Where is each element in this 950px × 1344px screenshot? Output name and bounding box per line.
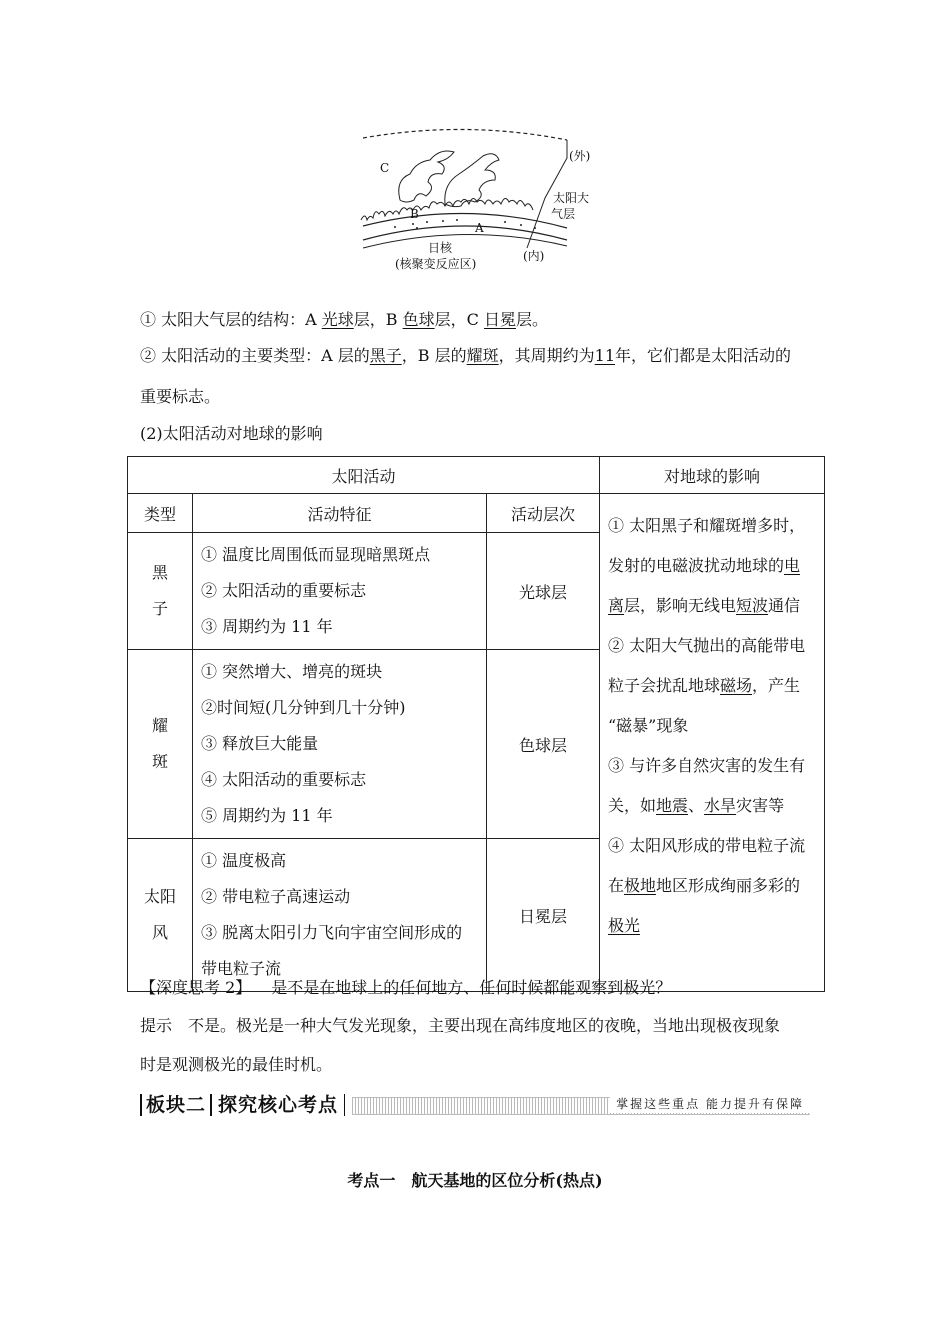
features-sunspot: ① 温度比周围低而显现暗黑斑点 ② 太阳活动的重要标志 ③ 周期约为 11 年 [193,533,487,650]
label-a: A [475,221,484,235]
layer-sunspot: 光球层 [487,533,600,650]
term-earthquake: 地震 [656,796,689,815]
layer-solar-wind: 日冕层 [487,839,600,992]
label-core: 日核 [428,241,453,255]
atmosphere-structure-text: ① 太阳大气层的结构：A 光球层，B 色球层，C 日冕层。 [140,310,548,329]
label-b: B [410,207,419,221]
term-magnetic-field: 磁场 [720,676,753,695]
col-feature: 活动特征 [193,494,487,533]
deep-think-answer-2: 时是观测极光的最佳时机。 [140,1055,333,1074]
activity-types-text-line2: 重要标志。 [140,387,221,406]
term-photosphere: 光球 [321,310,354,329]
header-activity: 太阳活动 [128,457,600,494]
subheading: (2)太阳活动对地球的影响 [140,424,323,443]
type-sunspot: 黑 子 [128,533,193,650]
term-flood-drought: 水旱 [704,796,737,815]
term-sunspot: 黑子 [369,346,402,365]
section-title: 板块二 [146,1094,207,1116]
term-aurora: 极光 [608,916,641,935]
label-inner: (内) [523,249,545,263]
label-outer: (外) [569,149,591,163]
core-arc [363,234,567,248]
deep-think-text: 是不是在地球上的任何地方、任何时候都能观察到极光？ [271,978,672,997]
term-chromosphere: 色球 [402,310,435,329]
type-flare: 耀 斑 [128,650,193,839]
term-corona: 日冕 [483,310,516,329]
solar-activity-table [127,456,825,992]
label-c: C [380,161,390,175]
features-solar-wind: ① 温度极高 ② 带电粒子高速运动 ③ 脱离太阳引力飞向宇宙空间形成的 带电粒子流 [193,839,487,992]
layer-flare: 色球层 [487,650,600,839]
section-banner [140,1091,812,1119]
term-ionosphere-2: 离 [608,596,625,615]
type-solar-wind: 太阳 风 [128,839,193,992]
solar-structure-figure [355,128,605,272]
term-polar: 极地 [624,876,657,895]
header-effect: 对地球的影响 [600,457,825,494]
outer-dashed-arc [363,129,567,140]
term-shortwave: 短波 [736,596,769,615]
photosphere-bottom-arc [363,226,567,240]
term-flare: 耀斑 [466,346,499,365]
col-type: 类型 [128,494,193,533]
term-cycle-years: 11 [594,346,615,365]
topic-heading: 考点一 航天基地的区位分析(热点) [347,1171,603,1190]
section-subtitle: 探究核心考点 [218,1094,339,1116]
prominence-left [399,151,454,202]
col-layer: 活动层次 [487,494,600,533]
deep-think-answer-1: 提示 不是。极光是一种大气发光现象，主要出现在高纬度地区的夜晚，当地出现极夜现象 [140,1016,781,1035]
activity-types-text: ② 太阳活动的主要类型：A 层的黑子，B 层的耀斑，其周期约为11年，它们都是太阳活动的 [140,346,792,365]
label-core-sub: (核聚变反应区) [395,257,477,271]
label-atmosphere-1: 太阳大 [553,191,590,205]
section-tagline: 掌握这些重点 能力提升有保障 [610,1095,810,1113]
term-ionosphere-1: 电 [784,556,801,575]
deep-think-question [140,977,671,999]
features-flare: ① 突然增大、增亮的斑块 ②时间短(几分钟到几十分钟) ③ 释放巨大能量 ④ 太阳活动的重要标志 ⑤ 周期约为 11 年 [193,650,487,839]
label-atmosphere-2: 气层 [551,207,576,221]
deep-think-label: 【深度思考 2】 [140,978,252,997]
effect-on-earth-cell: ① 太阳黑子和耀斑增多时， 发射的电磁波扰动地球的电 离层，影响无线电短波通信 ② 太阳大气抛出的高能带电 粒子会扰乱地球磁场，产生 “磁暴”现象 ③ 与许多自然灾害的发生有 关，如地震、水旱灾害等 ④ 太阳风形成的带电粒子流 在极地地区形成绚丽多彩的 极光 [600,494,825,992]
